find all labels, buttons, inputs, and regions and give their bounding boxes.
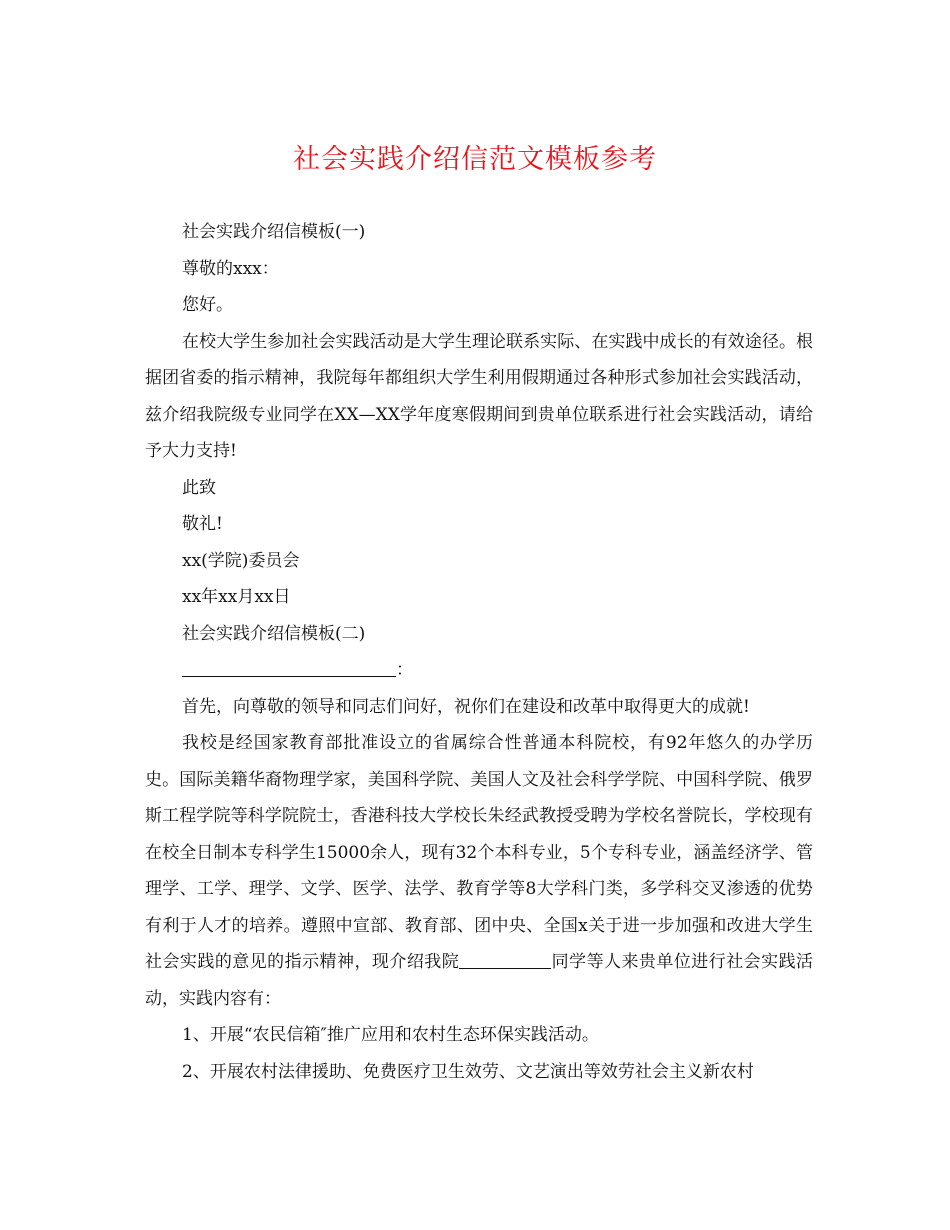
- template1-heading: 社会实践介绍信模板(一): [182, 222, 366, 242]
- closing-line-2: 敬礼!: [182, 514, 223, 534]
- template1-paragraph: 在校大学生参加社会实践活动是大学生理论联系实际、在实践中成长的有效途径。根据团省委的指示精神，我院每年都组织大学生利用假期通过各种形式参加社会实践活动，兹介绍我院级专业同学在XX—XX学年度寒假期间到贵单位联系进行社会实践活动，请给予大力支持!: [145, 331, 813, 461]
- opening-paragraph: 首先，向尊敬的领导和同志们问好，祝你们在建设和改革中取得更大的成就!: [182, 696, 750, 717]
- intro-paragraph-text: 我校是经国家教育部批准设立的省属综合性普通本科院校，有92年悠久的办学历史。国际美籍华裔物理学家，美国科学院、美国人文及社会科学学院、中国科学院、俄罗斯工程学院等科学院院士，香港科技大学校长朱经武教授受聘为学校名誉院长，学校现有在校全日制本专科学生15000余人，现有32个本科专业，5个专科专业，涵盖经济学、管理学、工学、理学、文学、医学、法学、教育学等8大学科门类，多学科交叉渗透的优势有利于人才的培养。遵照中宣部、教育部、团中央、全国x关于进一步加强和改进大学生社会实践的意见的指示精神，: [145, 733, 813, 972]
- signature: xx(学院)委员会: [182, 550, 300, 571]
- date: xx年xx月xx日: [182, 587, 291, 607]
- greeting: 您好。: [182, 295, 233, 315]
- list-item-1: 1、开展“农民信箱″推广应用和农村生态环保实践活动。: [182, 1025, 599, 1045]
- intro-tail-suffix: 同学等人来贵单位进行社会实践活动，实践内容有：: [145, 952, 814, 1009]
- document-body: [145, 214, 813, 1090]
- salutation: 尊敬的xxx：: [182, 258, 279, 279]
- document-title: 社会实践介绍信范文模板参考: [293, 144, 657, 175]
- list-item-2: 2、开展农村法律援助、免费医疗卫生效劳、文艺演出等效劳社会主义新农村: [182, 1061, 754, 1082]
- closing-line-1: 此致: [182, 477, 216, 498]
- intro-tail-prefix: 现介绍我院: [371, 952, 460, 972]
- template2-heading: 社会实践介绍信模板(二): [182, 623, 366, 644]
- department-blank: [459, 950, 551, 969]
- recipient-line: [145, 652, 813, 689]
- recipient-blank: [182, 658, 396, 677]
- recipient-suffix: ：: [396, 660, 413, 680]
- intro-paragraph: [145, 725, 813, 1017]
